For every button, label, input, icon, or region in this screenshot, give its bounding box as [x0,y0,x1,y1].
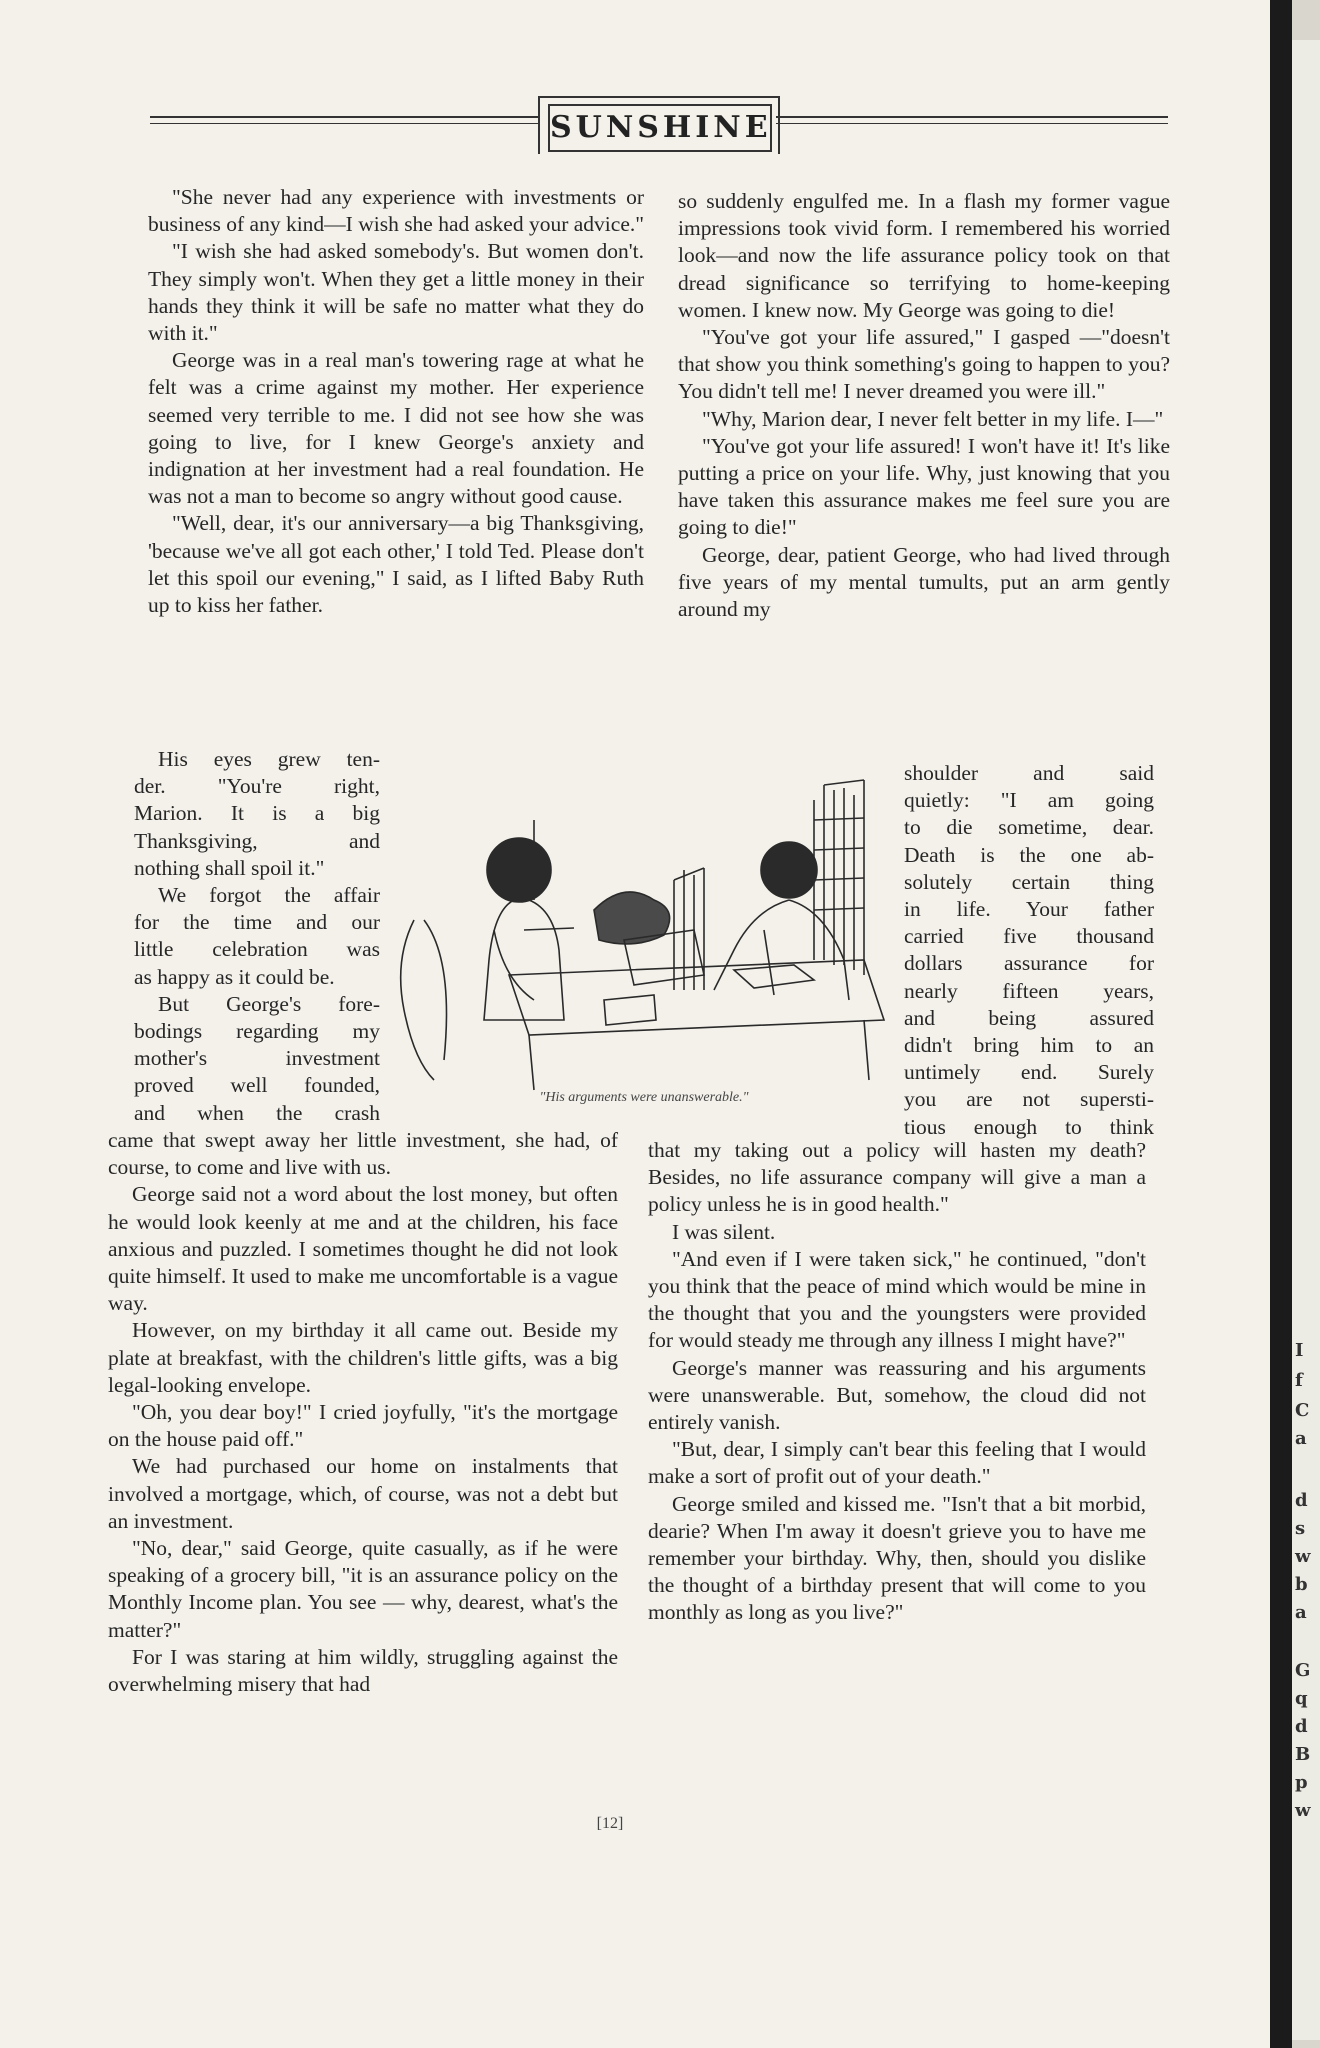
paragraph: George said not a word about the lost money, but often he would look keenly at me and at the children, his face anxious and puzzled. I sometimes thought he did not look quite himself. It used to make me uncomfortable is a vague way. [108,1182,618,1316]
edge-letter: d [1295,1490,1308,1511]
text-line: for the time and our [134,910,380,935]
column-left-wrap [134,746,380,1127]
text-line: Marion. It is a big [134,801,380,826]
illustration [394,760,904,1100]
text-line: untimely end. Surely [904,1060,1154,1085]
paragraph: George was in a real man's towering rage at what he felt was a crime against my mother. Her experience seemed very terrible to me. I did not see how she was going to live, for I knew George's anxiety and indignation at her investment had a real foundation. He was not a man to become so angry without good cause. [148,348,644,509]
text-line: quietly: "I am going [904,788,1154,813]
edge-letter: d [1295,1716,1308,1737]
paragraph: "And even if I were taken sick," he continued, "don't you think that the peace of mind which would be mine in the thought that you and the youngsters were provided for would steady me through any illness I might have?" [648,1246,1146,1353]
text-line: We forgot the affair [158,883,380,908]
edge-letter: a [1295,1428,1307,1449]
text-line: der. "You're right, [134,774,380,799]
header-rule-left-thin [150,123,538,124]
column-left-top [148,184,644,619]
edge-letter: p [1295,1772,1308,1793]
edge-letter: f [1295,1370,1303,1391]
text-line: you are not supersti- [904,1087,1154,1112]
edge-letter: w [1295,1800,1311,1821]
text-line: carried five thousand [904,924,1154,949]
paragraph: that my taking out a policy will hasten my death? Besides, no life assurance company will give a man a policy unless he is in good health." [648,1138,1146,1217]
text-line: But George's fore- [158,991,380,1016]
paragraph: For I was staring at him wildly, struggling against the overwhelming misery that had [108,1644,618,1697]
paragraph: "You've got your life assured," I gasped —"doesn't that show you think something's going to happen to you? You didn't tell me! I never dreamed you were ill." [678,325,1170,404]
edge-letter: s [1295,1518,1306,1539]
header-rule-right [776,116,1168,118]
edge-letter: b [1295,1574,1308,1595]
text-line: Death is the one ab- [904,842,1154,867]
header-rule-left [150,116,538,118]
edge-letter: a [1295,1602,1307,1623]
paragraph: I was silent. [672,1219,776,1244]
text-line: little celebration was [134,937,380,962]
text-line: nothing shall spoil it." [134,855,325,880]
text-line: tious enough to think [904,1114,1154,1139]
text-line: in life. Your father [904,897,1154,922]
text-line: nearly fifteen years, [904,978,1154,1003]
edge-letter: C [1295,1400,1310,1421]
edge-letter: w [1295,1546,1311,1567]
paragraph: came that swept away her little investment, she had, of course, to come and live with us. [108,1128,618,1180]
column-right-wrap [904,760,1154,1141]
text-line: proved well founded, [134,1073,380,1098]
paragraph: "Oh, you dear boy!" I cried joyfully, "it's the mortgage on the house paid off." [108,1400,618,1452]
paragraph: However, on my birthday it all came out. Beside my plate at breakfast, with the children's little gifts, was a big legal-looking envelope. [108,1318,618,1397]
paragraph: "Well, dear, it's our anniversary—a big Thanksgiving, 'because we've all got each other,' I told Ted. Please don't let this spoil our evening," I said, as I lifted Baby Ruth up to kiss her father. [148,511,644,618]
page-gutter-shadow [1270,0,1292,2048]
paragraph: "Why, Marion dear, I never felt better in my life. I—" [702,406,1164,431]
text-line: bodings regarding my [134,1019,380,1044]
paragraph: "She never had any experience with investments or business of any kind—I wish she had asked your advice." [148,185,645,237]
text-line: mother's investment [134,1046,380,1071]
paragraph: George, dear, patient George, who had lived through five years of my mental tumults, put an arm gently around my [678,542,1170,622]
paragraph: George smiled and kissed me. "Isn't that a bit morbid, dearie? When I'm away it doesn't grieve you to have me remember your birthday. Why, then, should you dislike the thought of a birthday present that will come to you monthly as long as you live?" [648,1491,1146,1625]
paragraph: "But, dear, I simply can't bear this feeling that I would make a sort of profit out of your death." [648,1437,1146,1489]
column-right-top [678,188,1170,623]
paragraph: "You've got your life assured! I won't have it! It's like putting a price on your life. Why, just knowing that you have taken this assurance makes me feel sure you are going to die!" [678,433,1170,540]
text-line: and when the crash [134,1100,380,1125]
paragraph: We had purchased our home on instalments that involved a mortgage, which, of course, was not a debt but an investment. [108,1454,618,1533]
text-line: and being assured [904,1005,1154,1030]
page-number: [12] [596,1815,624,1832]
text-line: dollars assurance for [904,951,1154,976]
text-line: as happy as it could be. [134,964,335,989]
paragraph: so suddenly engulfed me. In a flash my former vague impressions took vivid form. I remembered his worried look—and now the life assurance policy took on that dread significance so terrifying to home-keeping women. I knew now. My George was going to die! [678,189,1170,322]
text-line: solutely certain thing [904,869,1154,894]
text-line: His eyes grew ten- [158,747,380,771]
header-rule-right-thin [776,123,1168,124]
paragraph: George's manner was reassuring and his arguments were unanswerable. But, somehow, the cloud did not entirely vanish. [648,1355,1146,1435]
facing-page-edge [1292,40,1320,2040]
illustration-caption: "His arguments were unanswerable." [539,1090,749,1105]
text-line: didn't bring him to an [904,1033,1154,1058]
text-line: to die sometime, dear. [904,815,1154,840]
text-line: shoulder and said [904,761,1154,785]
edge-letter: q [1295,1688,1308,1709]
edge-letter: B [1295,1744,1311,1765]
paragraph: "I wish she had asked somebody's. But women don't. They simply won't. When they get a little money in their hands they think it will be safe no matter what they do with it." [148,239,644,346]
paragraph: "No, dear," said George, quite casually, as if he were speaking of a grocery bill, "it is an assurance policy on the Monthly Income plan. You see — why, dearest, what's the matter?" [108,1536,618,1642]
text-line: Thanksgiving, and [134,828,380,853]
column-left-bottom [108,1127,618,1698]
edge-letter: I [1295,1340,1304,1361]
edge-letter: G [1295,1660,1311,1681]
masthead-title: SUNSHINE [548,104,772,152]
column-right-bottom [648,1137,1146,1627]
